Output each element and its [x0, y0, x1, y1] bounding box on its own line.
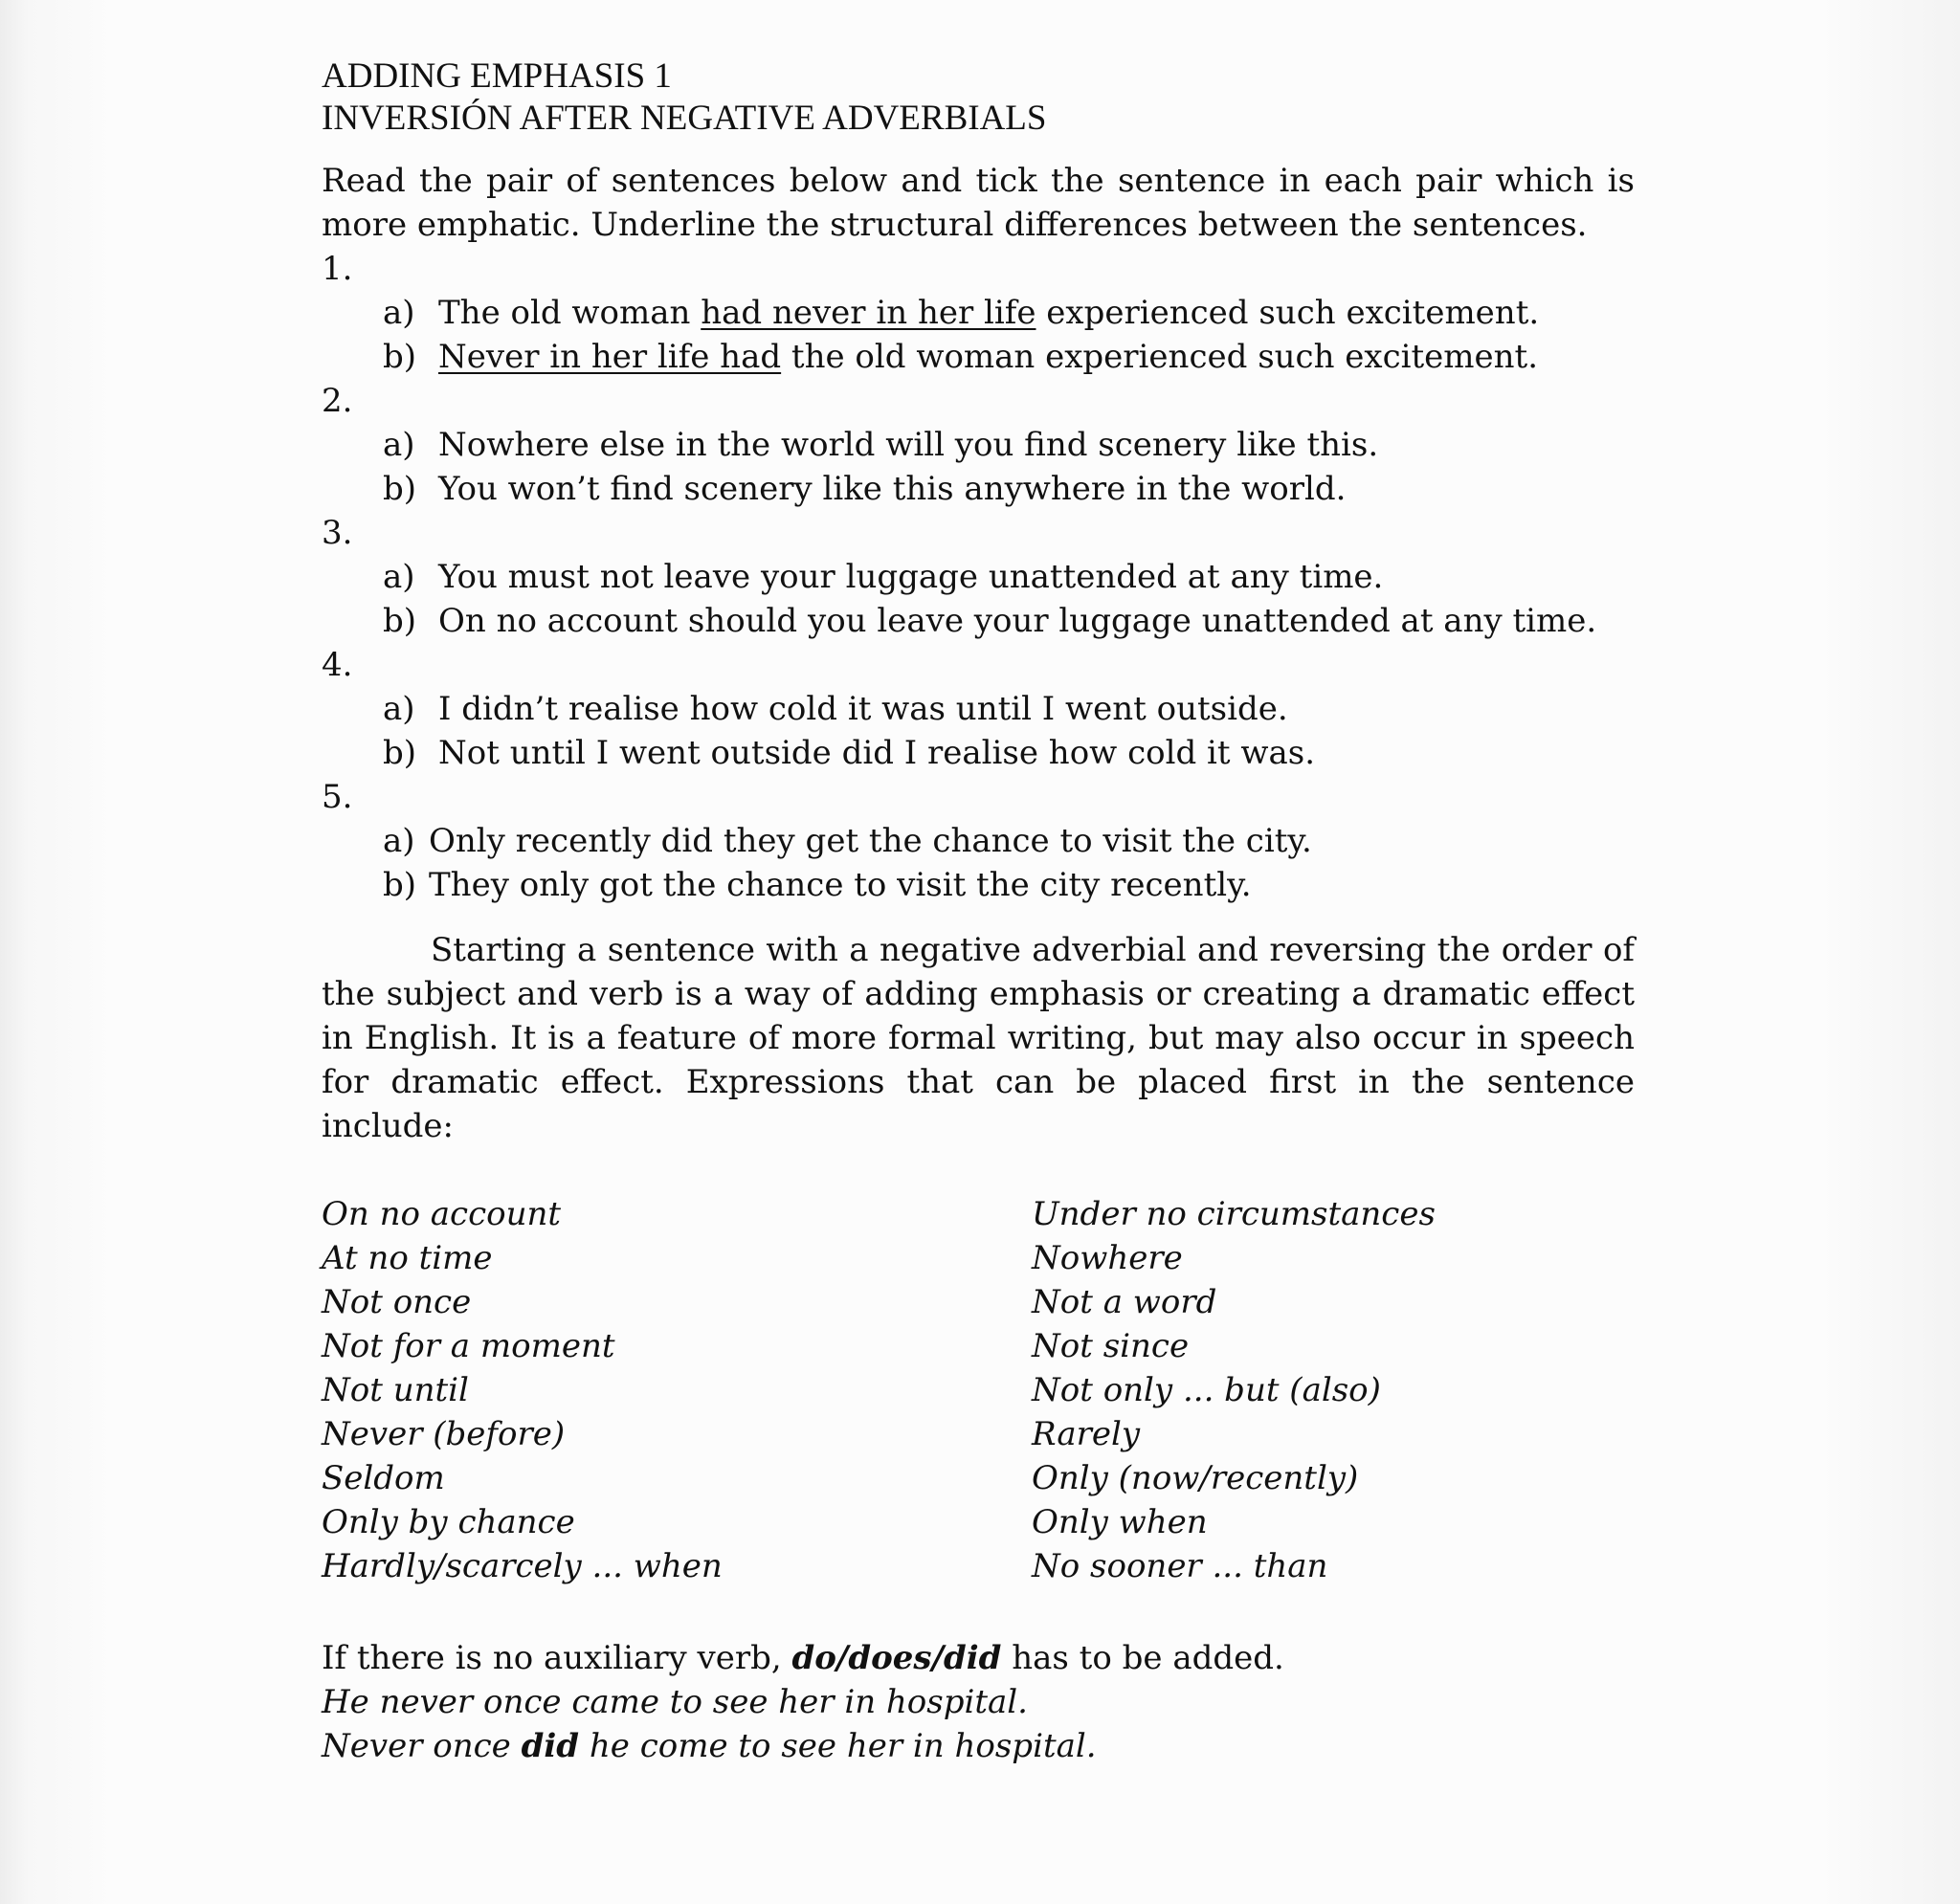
- item-number: 1.: [322, 250, 353, 288]
- title-line-1: ADDING EMPHASIS 1: [322, 56, 672, 96]
- page-title: [322, 55, 1635, 140]
- option-text: You must not leave your luggage unattended at any time.: [438, 558, 1384, 596]
- note-example-2-emphasis: did: [521, 1727, 580, 1765]
- option-b: [383, 335, 1635, 379]
- option-text-pre: The old woman: [438, 294, 702, 332]
- expression-item: Not until: [322, 1371, 469, 1409]
- expression-item: Hardly/scarcely ... when: [322, 1547, 723, 1585]
- expression-item: Only (now/recently): [1032, 1459, 1359, 1497]
- option-letter: a): [383, 558, 415, 596]
- expression-item: Nowhere: [1032, 1239, 1183, 1277]
- exercise-item-2: [322, 379, 1635, 511]
- option-letter: b): [383, 866, 417, 904]
- option-text: [438, 335, 1635, 379]
- expression-item: Only by chance: [322, 1503, 575, 1541]
- expressions-list: [322, 1192, 1635, 1588]
- option-letter: b): [383, 470, 417, 508]
- exercise-item-5: [322, 775, 1635, 907]
- option-text-post: experienced such excitement.: [1036, 294, 1540, 332]
- option-b: [383, 863, 1635, 907]
- option-a: [383, 687, 1635, 731]
- expression-item: Not once: [322, 1283, 472, 1321]
- worksheet-content: [322, 55, 1635, 1768]
- option-text: They only got the chance to visit the city recently.: [429, 866, 1252, 904]
- item-number: 3.: [322, 514, 353, 552]
- item-number: 2.: [322, 382, 353, 420]
- expression-item: Not only ... but (also): [1032, 1371, 1381, 1409]
- option-text: Only recently did they get the chance to visit the city.: [429, 822, 1312, 860]
- note-rule-emphasis: do/does/did: [791, 1639, 1002, 1677]
- option-a: [383, 291, 1635, 335]
- note-rule: [322, 1636, 1635, 1680]
- exercise-item-1: [322, 247, 1635, 379]
- exercise-list: [322, 247, 1635, 907]
- underlined-structure: Never in her life had: [438, 338, 782, 376]
- expression-item: Seldom: [322, 1459, 445, 1497]
- option-text: On no account should you leave your luggage unattended at any time.: [438, 602, 1597, 640]
- item-number: 4.: [322, 646, 353, 684]
- option-b: [383, 731, 1635, 775]
- note-example-1: He never once came to see her in hospital.: [322, 1683, 1028, 1721]
- title-line-2: INVERSIÓN AFTER NEGATIVE ADVERBIALS: [322, 99, 1047, 138]
- expression-item: Not for a moment: [322, 1327, 615, 1365]
- option-a: [383, 819, 1635, 863]
- note-rule-post: has to be added.: [1001, 1639, 1284, 1677]
- auxiliary-note: [322, 1636, 1635, 1768]
- note-example-2: [322, 1724, 1635, 1768]
- expression-item: Not a word: [1032, 1283, 1217, 1321]
- exercise-item-4: [322, 643, 1635, 775]
- option-b: [383, 599, 1635, 643]
- option-text: I didn’t realise how cold it was until I went outside.: [438, 690, 1288, 728]
- option-text: Not until I went outside did I realise how cold it was.: [438, 734, 1316, 772]
- option-letter: b): [383, 734, 417, 772]
- option-letter: a): [383, 426, 415, 464]
- expressions-left-column: [322, 1192, 1032, 1588]
- option-letter: b): [383, 602, 417, 640]
- expression-item: Only when: [1032, 1503, 1208, 1541]
- note-rule-pre: If there is no auxiliary verb,: [322, 1639, 792, 1677]
- item-number: 5.: [322, 778, 353, 816]
- option-letter: a): [383, 822, 415, 860]
- option-letter: b): [383, 338, 417, 376]
- expression-item: At no time: [322, 1239, 493, 1277]
- expression-item: Rarely: [1032, 1415, 1141, 1453]
- note-example-2-post: he come to see her in hospital.: [579, 1727, 1097, 1765]
- option-letter: a): [383, 294, 415, 332]
- expression-item: No sooner ... than: [1032, 1547, 1328, 1585]
- note-example-2-pre: Never once: [322, 1727, 522, 1765]
- option-text: Nowhere else in the world will you find scenery like this.: [438, 426, 1379, 464]
- instructions: Read the pair of sentences below and tick the sentence in each pair which is more emphatic. Underline the structural differences between the sentences.: [322, 162, 1635, 244]
- option-b: [383, 467, 1635, 511]
- expressions-right-column: [1032, 1192, 1625, 1588]
- underlined-structure: had never in her life: [701, 294, 1036, 332]
- option-text: You won’t find scenery like this anywhere in the world.: [438, 470, 1347, 508]
- option-text: [438, 291, 1635, 335]
- expression-item: On no account: [322, 1195, 562, 1233]
- explanation-paragraph: Starting a sentence with a negative adverbial and reversing the order of the subject and verb is a way of adding emphasis or creating a dramatic effect in English. It is a feature of more formal writing, but may also occur in speech for dramatic effect. Expressions that can be placed first in the sentence include:: [322, 931, 1635, 1145]
- expression-item: Under no circumstances: [1032, 1195, 1436, 1233]
- option-a: [383, 423, 1635, 467]
- option-letter: a): [383, 690, 415, 728]
- expression-item: Never (before): [322, 1415, 566, 1453]
- expression-item: Not since: [1032, 1327, 1190, 1365]
- option-a: [383, 555, 1635, 599]
- exercise-item-3: [322, 511, 1635, 643]
- option-text-post: the old woman experienced such excitement.: [781, 338, 1539, 376]
